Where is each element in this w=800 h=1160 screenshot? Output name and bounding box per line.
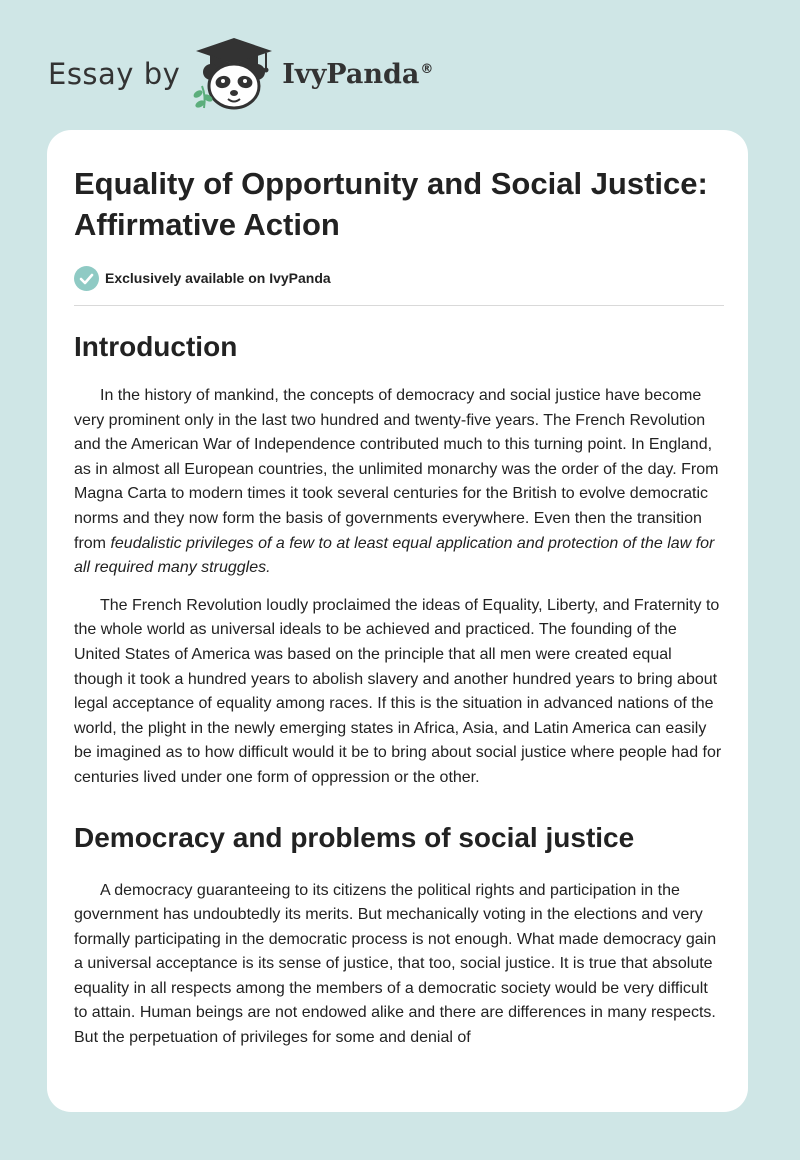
section-heading-introduction: Introduction <box>74 331 238 362</box>
checkmark-icon <box>74 266 99 291</box>
brand-name: IvyPanda® <box>282 58 434 90</box>
site-brand[interactable] <box>48 34 433 114</box>
essay-card <box>47 130 748 1112</box>
paragraph: The French Revolution loudly proclaimed the ideas of Equality, Liberty, and Fraternity to the whole world as universal ideals to be achieved and practiced. The founding of the United States of America was based on the principle that all men were created equal though it took a hundred years to abolish slavery and another hundred years to bring about legal acceptance of equality among races. If this is the situation in advanced nations of the world, the plight in the newly emerging states in Africa, Asia, and Latin America can easily be imagined as to how difficult would it be to bring about social justice where people had for centuries lived under one form of oppression or the other. <box>74 596 722 786</box>
paragraph: A democracy guaranteeing to its citizens the political rights and participation in the government has undoubtedly its merits. But mechanically voting in the elections and very formally participating in the democratic process is not enough. What made democracy gain a universal acceptance is its sense of justice, that too, social justice. It is true that absolute equality in all respects among the members of a democratic society would be very difficult to attain. Human beings are not endowed alike and there are differences in many respects. But the perpetuation of privileges for some and denial of <box>74 881 717 1047</box>
exclusive-badge <box>74 265 724 291</box>
brand-prefix: Essay by <box>48 57 181 91</box>
exclusive-label: Exclusively available on IvyPanda <box>105 270 331 286</box>
section-heading-democracy: Democracy and problems of social justice <box>74 821 635 853</box>
title-divider <box>74 305 724 306</box>
italic-emphasis: feudalistic privileges of a few to at least equal application and protection of the law for all required many struggles. <box>74 534 715 577</box>
panda-logo-icon <box>192 36 276 112</box>
registered-mark: ® <box>420 61 434 77</box>
paragraph: In the history of mankind, the concepts of democracy and social justice have become very prominent only in the last two hundred and twenty-five years. The French Revolution and the American War of Independence contributed much to this turning point. In England, as in almost all European countries, the unlimited monarchy was the order of the day. From Magna Carta to modern times it took several centuries for the British to evolve democratic norms and they now form the basis of governments everywhere. Even then the transition from feudalistic privileges of a few to at least equal application and protection of the law for all required many struggles. <box>74 387 719 577</box>
essay-content <box>74 163 724 1051</box>
essay-title: Equality of Opportunity and Social Justice: Affirmative Action <box>74 166 708 242</box>
